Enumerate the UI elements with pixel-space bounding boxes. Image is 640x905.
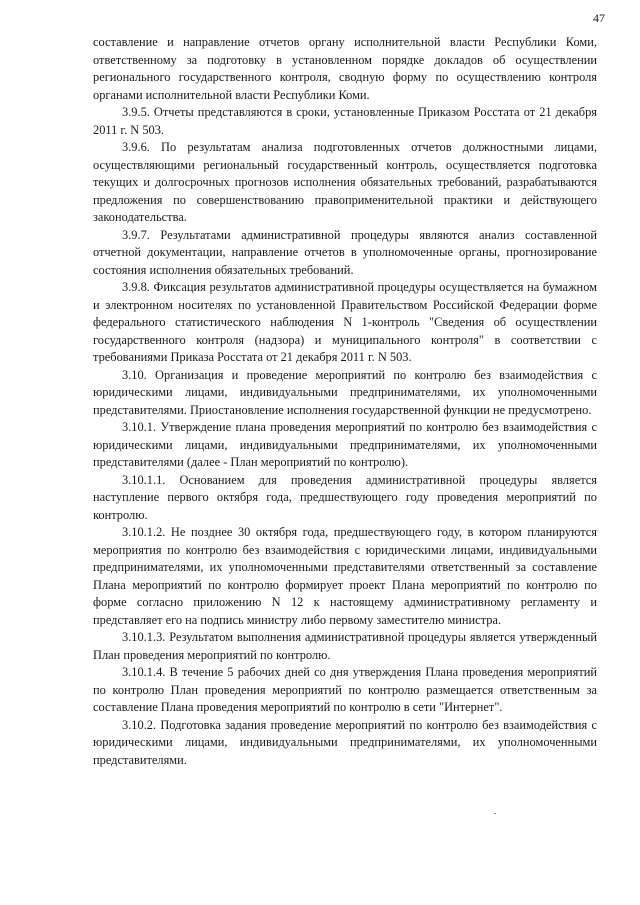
paragraph-3-10-1: 3.10.1. Утверждение плана проведения мероприятий по контролю без взаимодействия с юридическими лицами, индивидуальными предпринимателями, их уполномоченными представителями (далее - План мероприятий по контролю). — [93, 420, 597, 469]
paragraph-3-9-6: 3.9.6. По результатам анализа подготовленных отчетов должностными лицами, осуществляющими региональный государственный контроль, осуществляется подготовка текущих и долгосрочных прогнозов исполнения обязательных требований, разрабатываются предложения по совершенствованию правоприменительной практики и действующего законодательства. — [93, 140, 597, 224]
page-number: 47 — [593, 11, 605, 25]
paragraph-3-10-1-1: 3.10.1.1. Основанием для проведения административной процедуры является наступление первого октября года, предшествующего году проведения мероприятий по контролю. — [93, 472, 597, 522]
paragraph-3-9-5: 3.9.5. Отчеты представляются в сроки, установленные Приказом Росстата от 21 декабря 2011 г. N 503. — [93, 105, 597, 137]
scan-speck — [494, 813, 496, 814]
paragraph-3-9-7: 3.9.7. Результатами административной процедуры являются анализ составленной отчетной документации, направление отчетов в уполномоченные органы, прогнозирование состояния исполнения обязательных требований. — [93, 227, 597, 277]
paragraph-3-10-1-3: 3.10.1.3. Результатом выполнения административной процедуры является утвержденный План проведения мероприятий по контролю. — [93, 630, 597, 662]
paragraph-3-10-1-4: 3.10.1.4. В течение 5 рабочих дней со дня утверждения Плана проведения мероприятий по контролю План проведения мероприятий по контролю размещается ответственным за составление Плана проведения мероприятий по контролю в сети "Интернет". — [93, 665, 597, 714]
document-body — [93, 34, 597, 769]
paragraph-continuation: составление и направление отчетов органу исполнительной власти Республики Коми, ответственному за подготовку в установленном порядке докладов об осуществлении регионального государственного контроля, сводную форму по осуществлению контроля органами исполнительной власти Республики Коми. — [93, 35, 597, 102]
paragraph-3-10-1-2: 3.10.1.2. Не позднее 30 октября года, предшествующего году, в котором планируются мероприятия по контролю без взаимодействия с юридическими лицами, индивидуальными предпринимателями, их уполномоченными представителями ответственный за составление Плана мероприятий по контролю формирует проект Плана мероприятий по контролю по форме согласно приложению N 12 к настоящему административному регламенту и представляет его на подпись министру либо первому заместителю министра. — [93, 525, 597, 627]
paragraph-3-10-2: 3.10.2. Подготовка задания проведение мероприятий по контролю без взаимодействия с юридическими лицами, индивидуальными предпринимателями, их уполномоченными представителями. — [93, 717, 597, 767]
paragraph-3-10: 3.10. Организация и проведение мероприятий по контролю без взаимодействия с юридическими лицами, индивидуальными предпринимателями, их уполномоченными представителями. Приостановление исполнения государственной функции не предусмотрено. — [93, 367, 597, 417]
paragraph-3-9-8: 3.9.8. Фиксация результатов административной процедуры осуществляется на бумажном и электронном носителях по установленной Правительством Российской Федерации форме федерального статистического наблюдения N 1-контроль "Сведения об осуществлении государственного контроля (надзора) и муниципального контроля" в соответствии с требованиями Приказа Росстата от 21 декабря 2011 г. N 503. — [93, 280, 597, 364]
